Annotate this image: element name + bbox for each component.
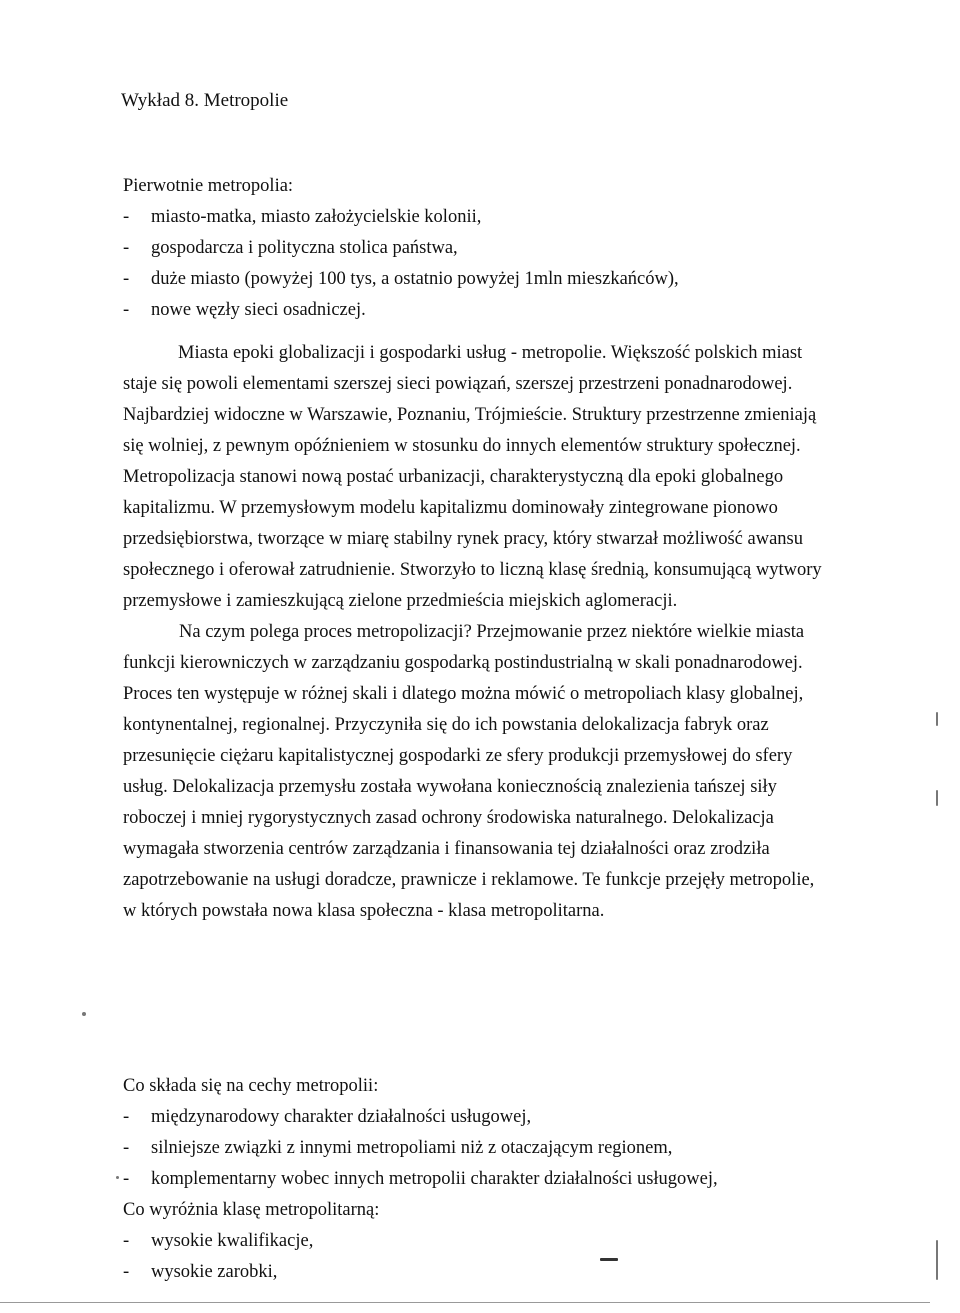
body-line: wymagała stworzenia centrów zarządzania i finansowania tej działalności oraz zrodziła bbox=[123, 839, 770, 859]
intro-heading: Pierwotnie metropolia: bbox=[123, 176, 294, 196]
list-item bbox=[123, 264, 679, 295]
features-heading: Co składa się na cechy metropolii: bbox=[123, 1076, 379, 1096]
body-line: przemysłowe i zamieszkującą zielone przedmieścia miejskich aglomeracji. bbox=[123, 591, 678, 611]
body-line: w których powstała nowa klasa społeczna - klasa metropolitarna. bbox=[123, 901, 605, 921]
scan-speck bbox=[936, 790, 938, 806]
page-title: Wykład 8. Metropolie bbox=[121, 90, 289, 111]
list-item-text: komplementarny wobec innych metropolii charakter działalności usługowej, bbox=[151, 1169, 718, 1189]
body-line: kontynentalnej, regionalnej. Przyczyniła się do ich powstania delokalizacja fabryk oraz bbox=[123, 715, 769, 735]
list-dash: - bbox=[123, 1231, 130, 1251]
list-dash: - bbox=[123, 1107, 130, 1127]
list-item bbox=[123, 295, 679, 326]
list-item-text: silniejsze związki z innymi metropoliami niż z otaczającym regionem, bbox=[151, 1138, 673, 1158]
body-line: się wolniej, z pewnym opóźnieniem w stosunku do innych elementów struktury społecznej. bbox=[123, 436, 801, 456]
body-line: Metropolizacja stanowi nową postać urbanizacji, charakterystyczną dla epoki globalnego bbox=[123, 467, 784, 487]
body-line: Proces ten występuje w różnej skali i dlatego można mówić o metropoliach klasy globalnej, bbox=[123, 684, 804, 704]
scan-speck bbox=[82, 1012, 86, 1016]
scan-speck bbox=[116, 1176, 119, 1179]
body-text bbox=[123, 338, 822, 927]
scan-edge-line bbox=[0, 1302, 930, 1303]
body-line: zapotrzebowanie na usługi doradcze, prawnicze i reklamowe. Te funkcje przejęły metropolie, bbox=[123, 870, 815, 890]
body-line: kapitalizmu. W przemysłowym modelu kapitalizmu dominowały zintegrowane pionowo bbox=[123, 498, 778, 518]
scan-speck bbox=[936, 1240, 938, 1280]
list-item bbox=[123, 202, 679, 233]
list-item-text: nowe węzły sieci osadniczej. bbox=[151, 300, 366, 320]
body-line: usług. Delokalizacja przemysłu została wywołana koniecznością znalezienia tańszej siły bbox=[123, 777, 777, 797]
scan-speck bbox=[600, 1258, 618, 1261]
list-item bbox=[123, 1257, 718, 1288]
body-line: Na czym polega proces metropolizacji? Przejmowanie przez niektóre wielkie miasta bbox=[179, 622, 805, 642]
scan-speck bbox=[936, 712, 938, 726]
body-line: Miasta epoki globalizacji i gospodarki usług - metropolie. Większość polskich miast bbox=[178, 343, 803, 363]
list-dash: - bbox=[123, 269, 130, 289]
list-dash: - bbox=[123, 207, 130, 227]
class-heading: Co wyróżnia klasę metropolitarną: bbox=[123, 1200, 380, 1220]
list-item-text: wysokie zarobki, bbox=[151, 1262, 278, 1282]
list-item bbox=[123, 1164, 718, 1195]
body-line: społecznego i oferował zatrudnienie. Stworzyło to liczną klasę średnią, konsumującą wytwory bbox=[123, 560, 822, 580]
body-line: Najbardziej widoczne w Warszawie, Poznaniu, Trójmieście. Struktury przestrzenne zmieniają bbox=[123, 405, 817, 425]
list-dash: - bbox=[123, 1262, 130, 1282]
list-dash: - bbox=[123, 300, 130, 320]
body-line: roboczej i mniej rygorystycznych zasad ochrony środowiska naturalnego. Delokalizacja bbox=[123, 808, 774, 828]
list-item bbox=[123, 1102, 718, 1133]
list-dash: - bbox=[123, 1138, 130, 1158]
list-item-text: duże miasto (powyżej 100 tys, a ostatnio powyżej 1mln mieszkańców), bbox=[151, 269, 679, 289]
list-item bbox=[123, 1133, 718, 1164]
body-line: staje się powoli elementami szerszej sieci powiązań, szerszej przestrzeni ponadnarodowej. bbox=[123, 374, 793, 394]
list-item-text: gospodarcza i polityczna stolica państwa, bbox=[151, 238, 458, 258]
body-line: przedsiębiorstwa, tworzące w miarę stabilny rynek pracy, który stwarzał możliwość awansu bbox=[123, 529, 803, 549]
features-section bbox=[123, 1071, 718, 1288]
list-dash: - bbox=[123, 1169, 130, 1189]
list-item-text: międzynarodowy charakter działalności usługowej, bbox=[151, 1107, 532, 1127]
list-dash: - bbox=[123, 238, 130, 258]
list-item-text: wysokie kwalifikacje, bbox=[151, 1231, 314, 1251]
body-line: przesunięcie ciężaru kapitalistycznej gospodarki ze sfery produkcji przemysłowej do sfery bbox=[123, 746, 793, 766]
list-item bbox=[123, 1226, 718, 1257]
list-item bbox=[123, 233, 679, 264]
list-item-text: miasto-matka, miasto założycielskie kolonii, bbox=[151, 207, 482, 227]
body-line: funkcji kierowniczych w zarządzaniu gospodarką postindustrialną w skali ponadnarodowej. bbox=[123, 653, 803, 673]
intro-section bbox=[123, 171, 679, 326]
